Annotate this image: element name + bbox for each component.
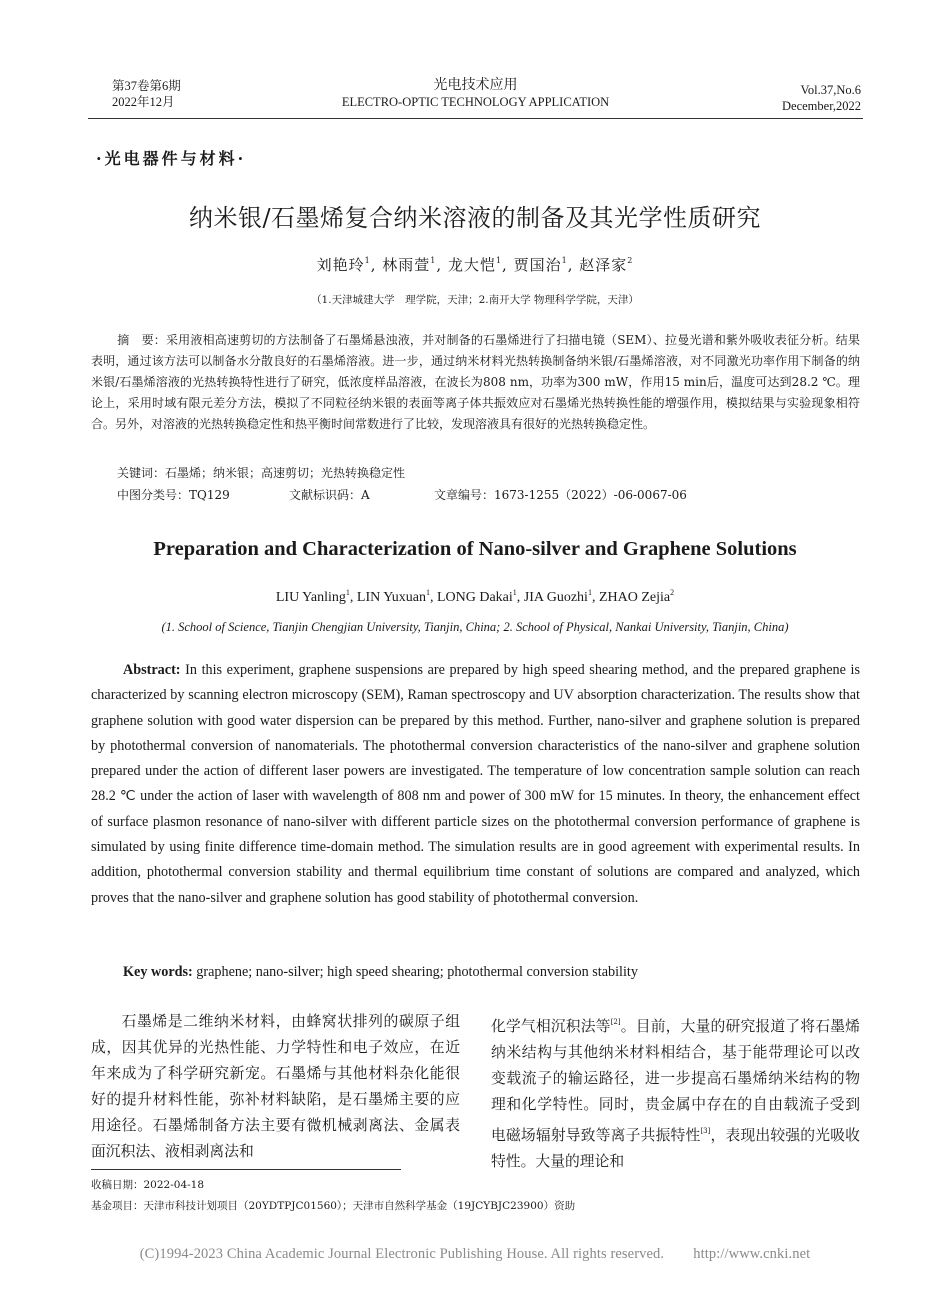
- author-name: 龙大恺: [447, 256, 496, 274]
- author-affil-mark: 1: [587, 588, 592, 597]
- author-sep: ,: [502, 256, 508, 274]
- author-name: JIA Guozhi: [523, 590, 588, 605]
- cn-authors: [0, 254, 950, 275]
- section-tag: ·光电器件与材料·: [96, 149, 247, 168]
- author-sep: ,: [370, 256, 377, 274]
- citation-ref: [2]: [610, 1018, 621, 1026]
- body-left-text: 石墨烯是二维纳米材料，由蜂窝状排列的碳原子组成，因其优异的光热性能、力学特性和电子效应，在近年来成为了科学研究新宠。石墨烯与其他材料杂化能很好的提升材料性能，弥补材料缺陷，是石墨烯主要的应用途径。石墨烯制备方法主要有微机械剥离法、金属表面沉积法、液相剥离法和: [91, 1013, 460, 1160]
- footnote-received: 收稿日期：2022-04-18: [91, 1179, 205, 1191]
- citation-ref: [3]: [700, 1127, 711, 1135]
- cn-abstract: [91, 330, 860, 435]
- copyright-line: (C)1994-2023 China Academic Journal Electronic Publishing House. All rights reserved. http://www.cnki.net: [139, 1246, 811, 1262]
- cn-keywords: 关键词：石墨烯；纳米银；高速剪切；光热转换稳定性: [117, 466, 406, 480]
- cn-classification-row: [117, 485, 687, 506]
- author-sep: ,: [567, 256, 574, 274]
- author-name: 赵泽家: [579, 256, 628, 274]
- author-affil-mark: 1: [364, 256, 371, 265]
- en-authors: [0, 588, 950, 606]
- author-affil-mark: 1: [430, 256, 437, 265]
- author-name: LIN Yuxuan: [356, 590, 426, 605]
- cn-abstract-label: 摘 要：: [117, 333, 166, 347]
- author-sep: ,: [516, 590, 524, 605]
- author-sep: ,: [591, 590, 599, 605]
- header-date-cn: 2022年12月: [112, 95, 175, 109]
- en-abstract-label: Abstract:: [123, 662, 181, 678]
- author-sep: ,: [349, 590, 357, 605]
- header-journal-en: ELECTRO-OPTIC TECHNOLOGY APPLICATION: [341, 95, 610, 109]
- cn-affiliation: （1.天津城建大学 理学院，天津；2.南开大学 物理科学学院，天津）: [311, 294, 639, 306]
- author-affil-mark: 1: [495, 256, 503, 265]
- en-keywords-label: Key words:: [123, 964, 193, 980]
- author-affil-mark: 2: [627, 256, 634, 265]
- running-header: [88, 78, 863, 118]
- header-rule: [88, 118, 863, 119]
- footnote-rule: [91, 1169, 401, 1170]
- cn-article-no: 文章编号：1673-1255（2022）-06-0067-06: [434, 488, 687, 502]
- cn-abstract-text: 采用液相高速剪切的方法制备了石墨烯悬浊液，并对制备的石墨烯进行了扫描电镜（SEM）、拉曼光谱和紫外吸收表征分析。结果表明，通过该方法可以制备水分散良好的石墨烯溶液。进一步，通过纳米材料光热转换制备纳米银/石墨烯溶液，对不同激光功率作用下制备的纳米银/石墨烯溶液的光热转换特性进行了研究，低浓度样品溶液，在波长为808 nm，功率为300 mW，作用15 min后，温度可达到28.2 ℃。理论上，采用时域有限元差分方法，模拟了不同粒径纳米银的表面等离子体共振效应对石墨烯光热转换性能的增强作用，模拟结果与实验现象相符合。另外，对溶液的光热转换稳定性和热平衡时间常数进行了比较，发现溶液具有很好的光热转换稳定性。: [91, 333, 860, 431]
- footnote-funding: 基金项目：天津市科技计划项目（20YDTPJC01560）；天津市自然科学基金（19JCYBJC23900）资助: [91, 1200, 576, 1212]
- en-title: Preparation and Characterization of Nano-silver and Graphene Solutions: [153, 538, 797, 560]
- author-name: 林雨萱: [382, 256, 431, 274]
- author-name: LIU Yanling: [275, 590, 346, 605]
- author-name: 刘艳玲: [316, 256, 365, 274]
- cn-doc-code: 文献标识码：A: [289, 488, 370, 502]
- author-sep: ,: [429, 590, 437, 605]
- cn-classification: 中图分类号：TQ129: [117, 488, 230, 502]
- body-column-right: [491, 1009, 860, 1175]
- en-keywords-text: graphene; nano-silver; high speed shearing; photothermal conversion stability: [196, 964, 638, 980]
- en-affiliation: (1. School of Science, Tianjin Chengjian University, Tianjin, China; 2. School of Physical, Nankai University, Tianjin, China): [161, 620, 789, 634]
- header-volume-cn: 第37卷第6期: [112, 79, 181, 93]
- author-affil-mark: 2: [670, 588, 675, 597]
- author-affil-mark: 1: [425, 588, 430, 597]
- body-right-text: 。目前，大量的研究报道了将石墨烯纳米结构与其他纳米材料相结合，基于能带理论可以改变载流子的输运路径，进一步提高石墨烯纳米结构的物理和化学特性。同时，贵金属中存在的自由载流子受到电磁场辐射导致等离子共振特性: [491, 1018, 860, 1144]
- en-keywords: [123, 960, 638, 985]
- en-abstract-text: In this experiment, graphene suspensions are prepared by high speed shearing method, and the prepared graphene is characterized by scanning electron microscopy (SEM), Raman spectroscopy and UV absorption characterization. The results show that graphene solution with good water dispersion can be prepared by this method. Further, nano-silver and graphene solution is prepared by photothermal conversion of nanomaterials. The photothermal conversion characteristics of the nano-silver and graphene solution prepared under the action of different laser powers are investigated. The temperature of low concentration sample solution can reach 28.2 ℃ under the action of laser with wavelength of 808 nm and power of 300 mW for 15 minutes. In theory, the enhancement effect of surface plasmon resonance of nano-silver with different particle sizes on the photothermal conversion performance of graphene is simulated by using finite difference time-domain method. The simulation results are in good agreement with experimental results. In addition, photothermal conversion stability and thermal equilibrium time constant of solutions are compared and analyzed, which proves that the nano-silver and graphene solution has good stability of photothermal conversion.: [91, 662, 860, 906]
- header-journal-cn: 光电技术应用: [433, 78, 518, 93]
- body-right-text: ，表现出较强的光吸收特性。大量的理论和: [491, 1127, 860, 1170]
- author-affil-mark: 1: [345, 588, 350, 597]
- header-volume-en: Vol.37,No.6: [800, 83, 861, 97]
- author-sep: ,: [436, 256, 443, 274]
- author-name: 贾国治: [513, 256, 562, 274]
- header-date-en: December,2022: [782, 99, 861, 113]
- header-center: [88, 78, 863, 110]
- en-abstract: [91, 658, 860, 911]
- author-affil-mark: 1: [561, 256, 568, 265]
- body-column-left: [91, 1009, 460, 1165]
- author-name: ZHAO Zejia: [598, 590, 671, 605]
- author-name: LONG Dakai: [436, 590, 513, 605]
- author-affil-mark: 1: [512, 588, 517, 597]
- header-right: [782, 82, 861, 114]
- body-right-text: 化学气相沉积法等: [491, 1018, 611, 1035]
- cn-title: 纳米银/石墨烯复合纳米溶液的制备及其光学性质研究: [188, 204, 762, 232]
